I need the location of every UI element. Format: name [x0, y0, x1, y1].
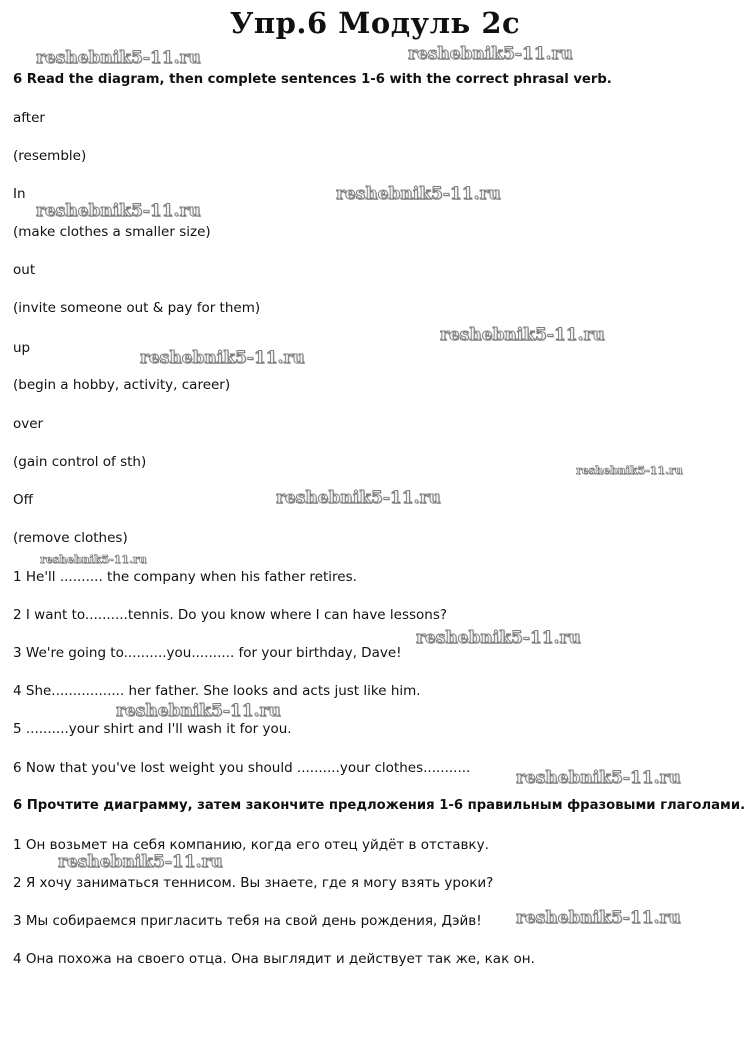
sentence-en-5: 5 ..........your shirt and I'll wash it for you.	[13, 721, 292, 737]
task-instruction-russian: 6 Прочтите диаграмму, затем закончите предложения 1-6 правильным фразовыми глаголами.	[13, 798, 746, 813]
sentence-ru-4: 4 Она похожа на своего отца. Она выглядит и действует так же, как он.	[13, 951, 535, 967]
watermark: reshebnik5-11.ru	[40, 553, 147, 566]
sentence-en-2: 2 I want to..........tennis. Do you know where I can have lessons?	[13, 607, 448, 623]
watermark: reshebnik5-11.ru	[140, 348, 305, 368]
page-title: Упр.6 Модуль 2с	[229, 6, 521, 40]
watermark: reshebnik5-11.ru	[416, 628, 581, 648]
sentence-ru-1: 1 Он возьмет на себя компанию, когда его отец уйдёт в отставку.	[13, 837, 489, 853]
diagram-particle-after: after	[13, 110, 45, 126]
sentence-ru-3: 3 Мы собираемся пригласить тебя на свой день рождения, Дэйв!	[13, 913, 482, 929]
watermark: reshebnik5-11.ru	[440, 325, 605, 345]
watermark: reshebnik5-11.ru	[276, 488, 441, 508]
watermark: reshebnik5-11.ru	[516, 768, 681, 788]
diagram-particle-over: over	[13, 416, 44, 432]
sentence-en-3: 3 We're going to..........you.......... for your birthday, Dave!	[13, 645, 402, 661]
sentence-en-1: 1 He'll .......... the company when his father retires.	[13, 569, 357, 585]
diagram-meaning-gain-control: (gain control of sth)	[13, 454, 147, 470]
diagram-meaning-smaller-size: (make clothes a smaller size)	[13, 224, 211, 240]
diagram-meaning-invite-out: (invite someone out & pay for them)	[13, 300, 261, 316]
watermark: reshebnik5-11.ru	[516, 908, 681, 928]
watermark: reshebnik5-11.ru	[36, 201, 201, 221]
diagram-meaning-resemble: (resemble)	[13, 148, 87, 164]
diagram-meaning-begin-hobby: (begin a hobby, activity, career)	[13, 377, 231, 393]
watermark: reshebnik5-11.ru	[408, 44, 573, 64]
watermark: reshebnik5-11.ru	[36, 48, 201, 68]
watermark: reshebnik5-11.ru	[576, 464, 683, 477]
sentence-en-6: 6 Now that you've lost weight you should ..........your clothes...........	[13, 760, 471, 776]
diagram-meaning-remove-clothes: (remove clothes)	[13, 530, 128, 546]
diagram-particle-up: up	[13, 340, 31, 356]
diagram-particle-out: out	[13, 262, 36, 278]
watermark: reshebnik5-11.ru	[58, 852, 223, 872]
sentence-en-4: 4 She................. her father. She looks and acts just like him.	[13, 683, 421, 699]
diagram-particle-in: In	[13, 186, 26, 202]
sentence-ru-2: 2 Я хочу заниматься теннисом. Вы знаете, где я могу взять уроки?	[13, 875, 494, 891]
task-instruction-english: 6 Read the diagram, then complete sentences 1-6 with the correct phrasal verb.	[13, 72, 612, 87]
watermark: reshebnik5-11.ru	[116, 701, 281, 721]
diagram-particle-off: Off	[13, 492, 33, 508]
watermark: reshebnik5-11.ru	[336, 184, 501, 204]
